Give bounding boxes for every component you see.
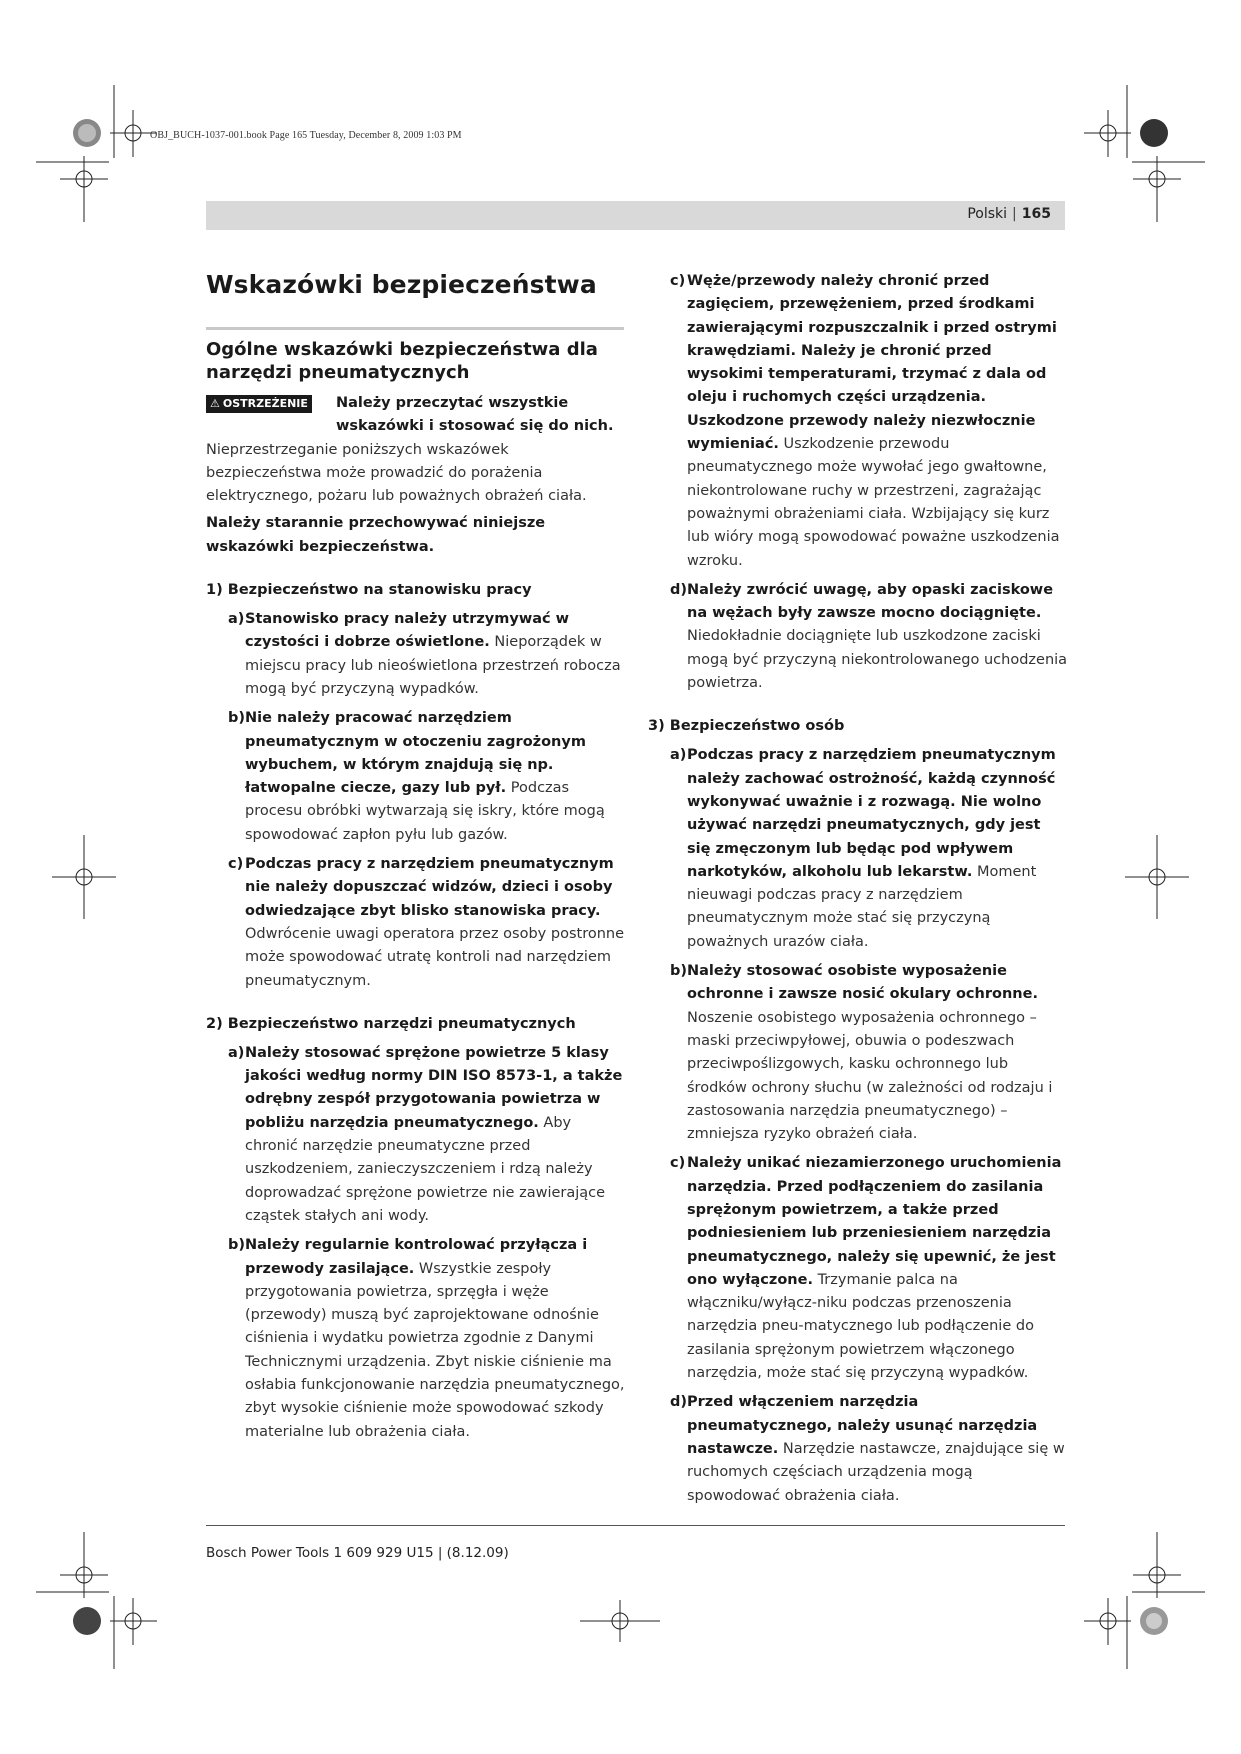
page-title: Wskazówki bezpieczeństwa <box>206 270 597 299</box>
register-target-icon <box>1084 1552 1181 1645</box>
header-text <box>967 206 1051 222</box>
register-target-icon <box>60 1552 660 1645</box>
list-item <box>206 1234 626 1444</box>
warning-lead: Należy przeczytać wszystkie wskazówki i stosować się do nich. <box>336 395 614 435</box>
item-label: a) <box>228 611 245 628</box>
item-label: b) <box>670 963 688 980</box>
item-text: Odwrócenie uwagi operatora przez osoby postronne może spowodować utratę kontroli nad narzędziem pneumatycznym. <box>245 925 625 989</box>
crop-mark-icon <box>36 85 114 222</box>
list-item <box>648 270 1068 573</box>
item-label: d) <box>670 581 688 598</box>
item-label: b) <box>228 1237 246 1254</box>
item-text: Aby chronić narzędzie pneumatyczne przed uszkodzeniem, zanieczyszczeniem i rdzą należy doprowadzać sprężone powietrze nie zawierające cząstek stałych ani wody. <box>245 1114 606 1224</box>
item-label: b) <box>228 710 246 727</box>
item-text: Nieporządek w miejscu pracy lub nieoświetlona przestrzeń robocza mogą być przyczyną wypadków. <box>245 634 621 697</box>
header-language: Polski <box>967 206 1008 222</box>
right-column <box>648 270 1068 1508</box>
item-bold: Stanowisko pracy należy utrzymywać w czystości i dobrze oświetlone. <box>245 611 570 651</box>
warning-text: Nieprzestrzeganie poniższych wskazówek bezpieczeństwa może prowadzić do porażenia elektrycznego, pożaru lub poważnych obrażeń ciała. <box>206 441 587 505</box>
section-heading-2: 2) Bezpieczeństwo narzędzi pneumatycznych <box>206 1015 576 1032</box>
list-item <box>648 744 1068 954</box>
item-bold: Podczas pracy z narzędziem pneumatycznym należy zachować ostrożność, każdą czynność wykonywać uważnie i z rozwagą. Nie wolno używać narzędzi pneumatycznych, gdy jest się zmęczonym lub będąc pod wpływem narkotyków, alkoholu lub lekarstw. <box>687 747 1056 880</box>
item-text: Trzymanie palca na włączniku/wyłącz-niku podczas przenoszenia narzędzia pneu-matycznego lub podłączenie do zasilania sprężonym powietrzem włączonego narzędzia, może stać się przyczyną wypadków. <box>687 1271 1034 1382</box>
page-number: 165 <box>1021 206 1051 222</box>
item-text: Podczas procesu obróbki wytwarzają się iskry, które mogą spowodować zapłon pyłu lub gazów. <box>245 780 605 843</box>
item-label: a) <box>670 747 687 764</box>
list-item <box>648 579 1068 695</box>
crop-mark-icon <box>36 1532 114 1669</box>
item-text: Moment nieuwagi podczas pracy z narzędziem pneumatycznym może stać się przyczyną poważnych urazów ciała. <box>687 863 1037 950</box>
list-item <box>206 608 626 701</box>
book-info: OBJ_BUCH-1037-001.book Page 165 Tuesday, December 8, 2009 1:03 PM <box>150 130 462 141</box>
footer-rule <box>206 1525 1065 1526</box>
item-label: c) <box>670 1155 686 1172</box>
list-item <box>206 853 626 993</box>
warning-badge <box>206 395 312 413</box>
warning-block <box>206 392 626 439</box>
page-header <box>206 201 1065 230</box>
item-bold: Należy stosować osobiste wyposażenie ochronne i zawsze nosić okulary ochronne. <box>687 963 1038 1003</box>
item-label: c) <box>228 856 244 873</box>
item-bold: Węże/przewody należy chronić przed zagięciem, przewężeniem, przed środkami zawierającymi rozpuszczalnik i przed ostrymi krawędziami. Należy je chronić przed wysokimi temperaturami, trzymać z dala od oleju i ruchomych części urządzenia. Uszkodzone przewody należy niezwłocznie wymieniać. <box>687 273 1057 453</box>
section-heading-3: 3) Bezpieczeństwo osób <box>648 718 845 735</box>
page-footer: Bosch Power Tools 1 609 929 U15 | (8.12.09) <box>206 1545 509 1561</box>
crop-mark-icon <box>1127 1532 1205 1669</box>
item-text: Wszystkie zespoły przygotowania powietrza, sprzęgła i węże (przewody) muszą być zaprojektowane odnośnie ciśnienia i wydatku powietrza zgodnie z Danymi Technicznymi urządzenia. Zbyt niskie ciśnienie ma osłabia funkcjonowanie narzędzia pneumatycznego, zbyt wysokie ciśnienie może spowodować szkody materialne lub obrażenia ciała. <box>245 1260 625 1440</box>
section-rule <box>206 327 624 330</box>
item-text: Noszenie osobistego wyposażenia ochronnego – maski przeciwpyłowej, obuwia o podeszwach przeciwpoślizgowych, kasku ochronnego lub środków ochrony słuchu (w zależności od rodzaju i zastosowania narzędzia pneumatycznego) – zmniejsza ryzyko obrażeń ciała. <box>687 1009 1053 1143</box>
item-label: c) <box>670 273 686 289</box>
list-item <box>648 960 1068 1146</box>
item-bold: Należy unikać niezamierzonego uruchomienia narzędzia. Przed podłączeniem do zasilania sprężonym powietrzem, a także przed podniesieniem lub przeniesieniem narzędzia pneumatycznego, należy się upewnić, że jest ono wyłączone. <box>687 1155 1062 1288</box>
list-item <box>648 1152 1068 1385</box>
item-label: a) <box>228 1044 245 1061</box>
list-item <box>206 1042 626 1228</box>
item-bold: Należy zwrócić uwagę, aby opaski zaciskowe na wężach były zawsze mocno dociągnięte. <box>687 581 1054 622</box>
warning-triangle-icon: ⚠ <box>210 397 220 410</box>
section-heading-1: 1) Bezpieczeństwo na stanowisku pracy <box>206 582 532 599</box>
item-text: Narzędzie nastawcze, znajdujące się w ruchomych częściach urządzenia mogą spowodować obrażenia ciała. <box>687 1440 1065 1504</box>
item-bold: Nie należy pracować narzędziem pneumatycznym w otoczeniu zagrożonym wybuchem, w którym znajdują się np. łatwopalne ciecze, gazy lub pył. <box>245 710 586 797</box>
item-bold: Należy stosować sprężone powietrze 5 klasy jakości według normy DIN ISO 8573-1, a także odrębny zespół przygotowania powietrza w pobliżu narzędzia pneumatycznego. <box>245 1044 623 1131</box>
item-text: Uszkodzenie przewodu pneumatycznego może wywołać jego gwałtowne, niekontrolowane ruchy w przestrzeni, zagrażając poważnymi obrażeniami ciała. Wzbijający się kurz lub wióry mogą spowodować poważne uszkodzenia wzroku. <box>687 436 1060 569</box>
item-bold: Należy regularnie kontrolować przyłącza i przewody zasilające. <box>245 1237 588 1277</box>
crop-mark-icon <box>1127 85 1205 222</box>
item-bold: Przed włączeniem narzędzia pneumatycznego, należy usunąć narzędzia nastawcze. <box>687 1394 1038 1457</box>
left-column <box>206 270 626 1444</box>
item-text: Niedokładnie dociągnięte lub uszkodzone zaciski mogą być przyczyną niekontrolowanego uchodzenia powietrza. <box>687 628 1068 692</box>
color-wheel-icon <box>73 119 101 147</box>
item-bold: Podczas pracy z narzędziem pneumatycznym nie należy dopuszczać widzów, dzieci i osoby odwiedzające zbyt blisko stanowiska pracy. <box>245 856 614 919</box>
list-item <box>206 707 626 847</box>
register-target-icon <box>1084 110 1181 202</box>
list-item <box>648 1391 1068 1507</box>
register-target-icon <box>60 110 157 202</box>
warning-badge-label: OSTRZEŻENIE <box>222 397 308 410</box>
color-wheel-icon <box>73 1607 101 1635</box>
item-label: d) <box>670 1394 688 1411</box>
color-wheel-icon <box>1140 1607 1168 1635</box>
header-separator: | <box>1012 206 1017 222</box>
color-wheel-icon <box>1140 119 1168 147</box>
section-subtitle: Ogólne wskazówki bezpieczeństwa dla narzędzi pneumatycznych <box>206 339 598 383</box>
keep-note: Należy starannie przechowywać niniejsze wskazówki bezpieczeństwa. <box>206 515 546 555</box>
